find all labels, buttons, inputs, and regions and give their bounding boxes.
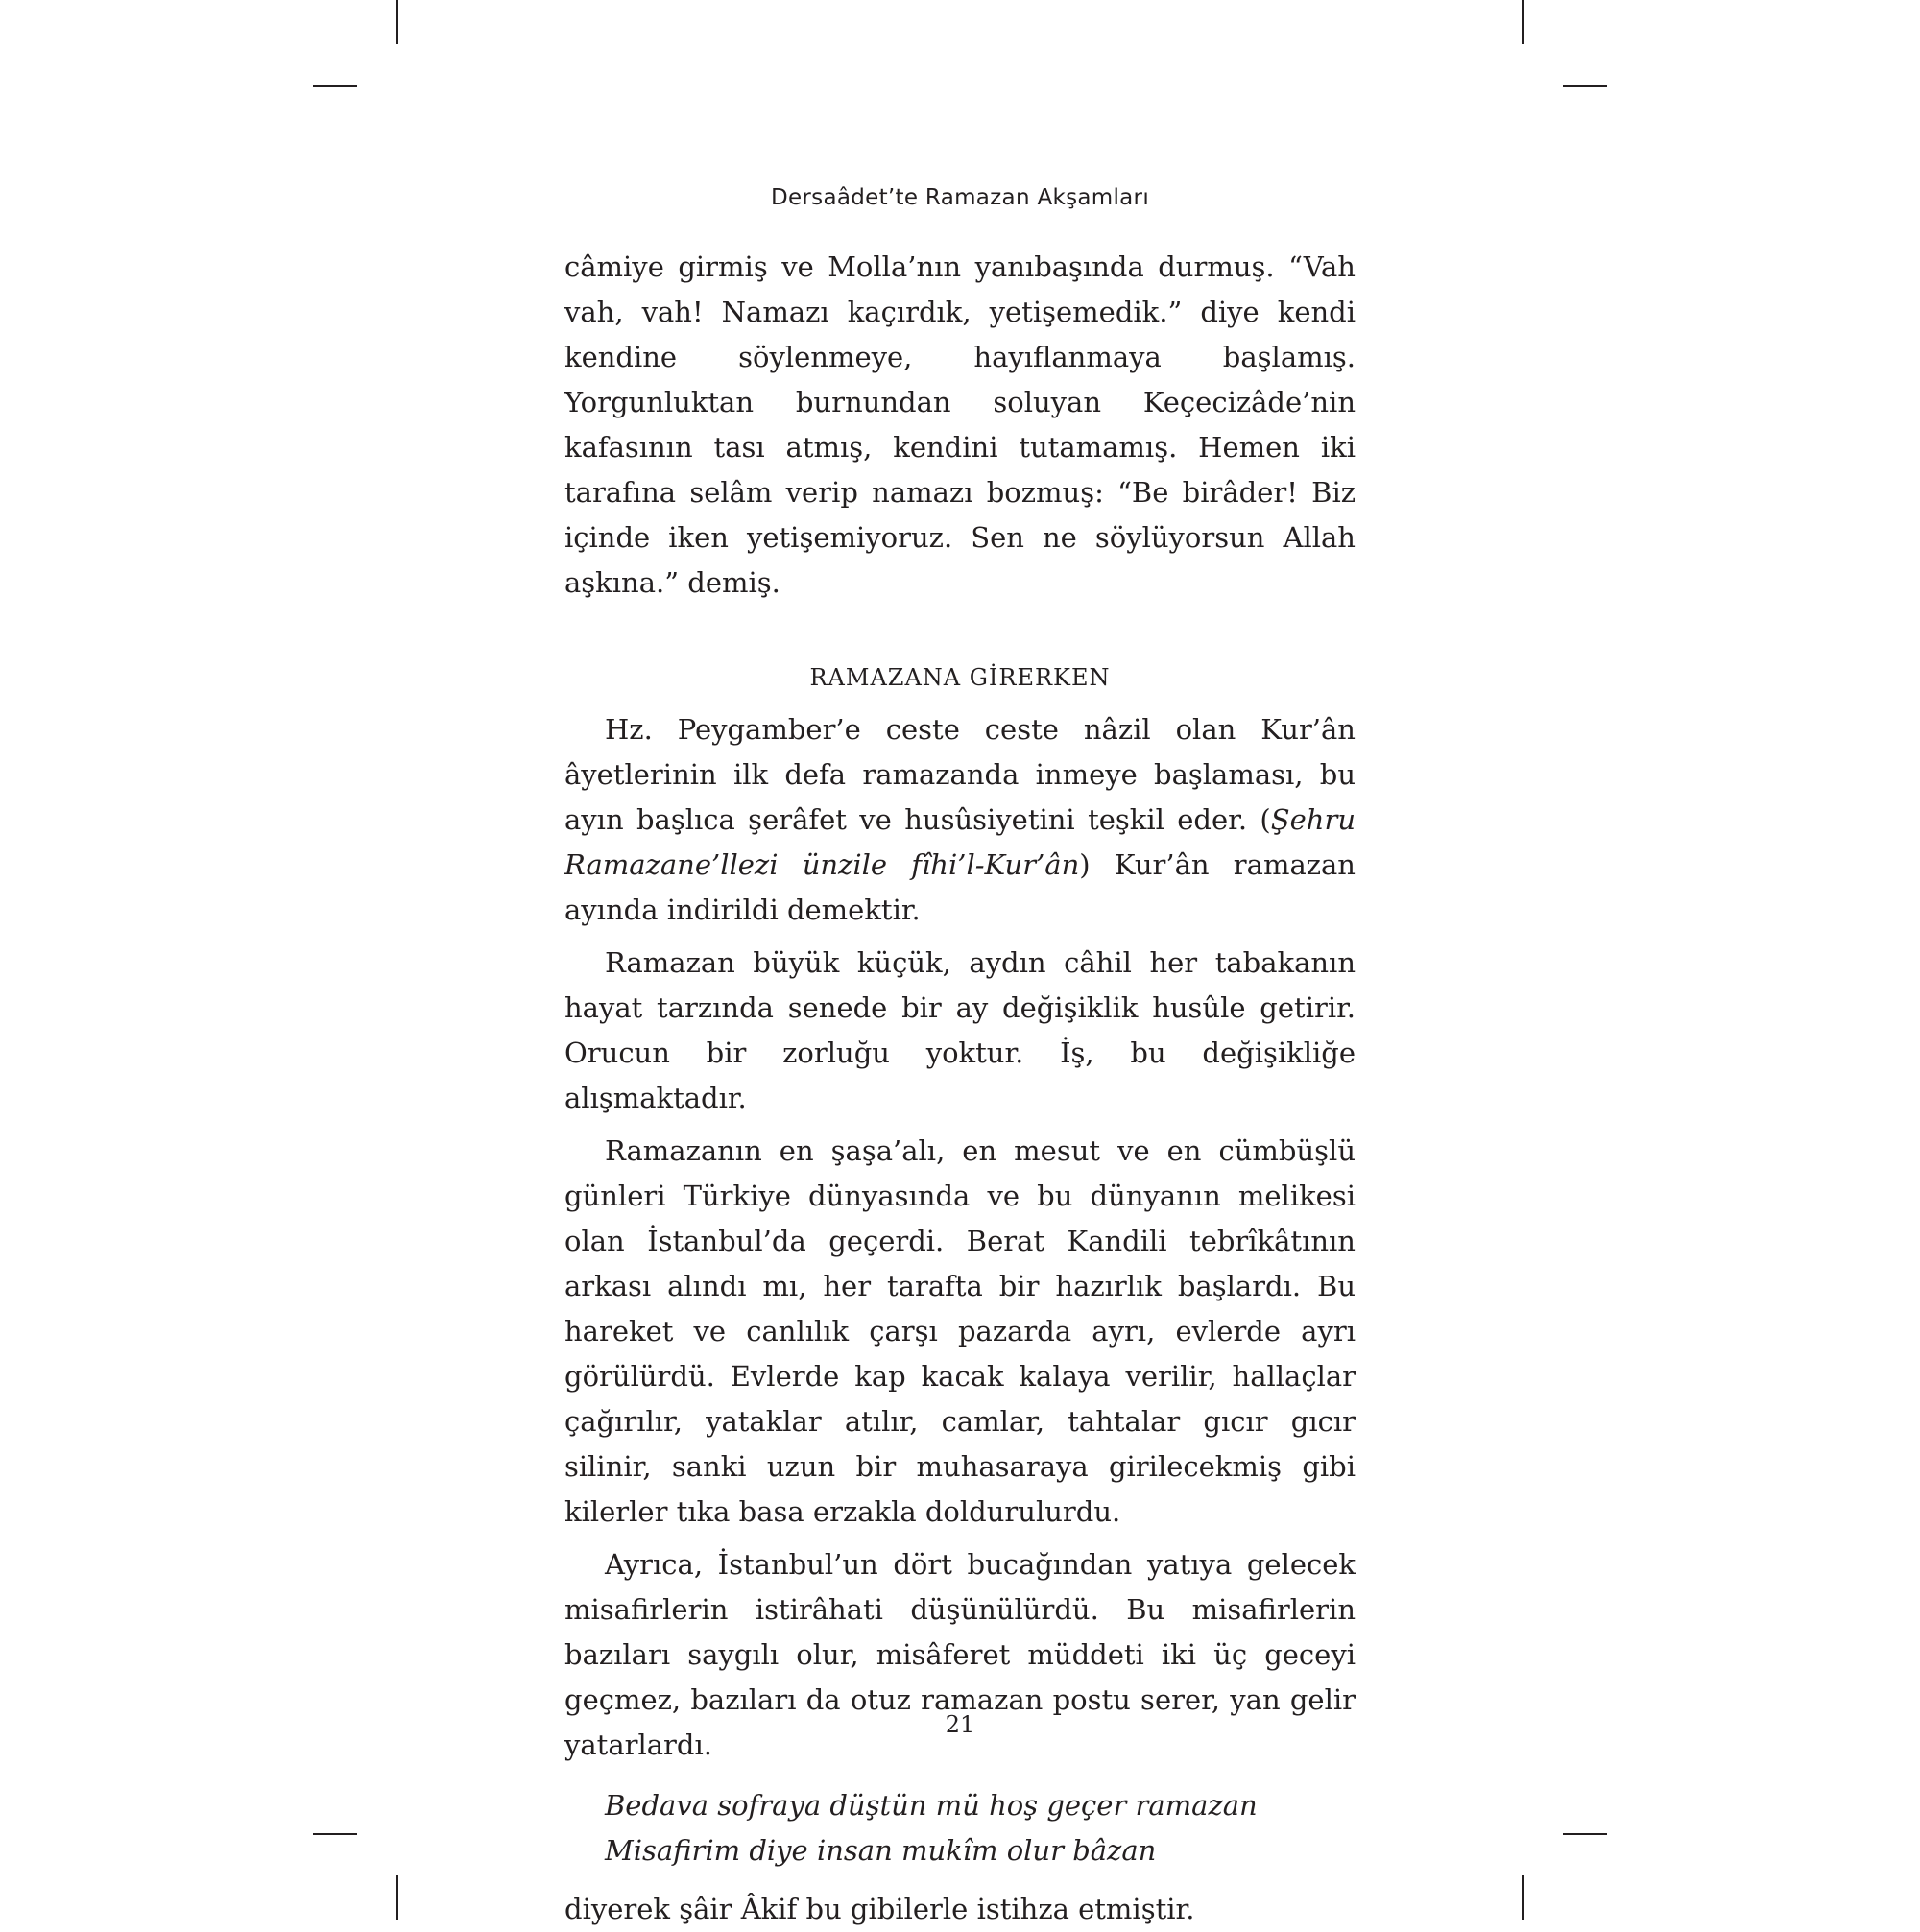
- intro-text-after: ) Kur’ân ramazan ayında indirildi demektir.: [564, 848, 1356, 926]
- verse-line: Bedava sofraya düştün mü hoş geçer ramazan: [605, 1789, 1258, 1822]
- intro-paragraph: [564, 707, 1356, 933]
- verse-line: Misafirim diye insan mukîm olur bâzan: [605, 1834, 1157, 1867]
- crop-mark-top-left-horizontal: [313, 85, 357, 87]
- paragraph: Ramazan büyük küçük, aydın câhil her tabakanın hayat tarzında senede bir ay değişiklik husûle getirir. Orucun bir zorluğu yoktur. İş, bu değişikliğe alışmaktadır.: [564, 946, 1356, 1114]
- paragraph: Ayrıca, İstanbul’un dört bucağından yatıya gelecek misafirlerin istirâhati düşünülürdü. Bu misafirlerin bazıları saygılı olur, misâferet müddeti iki üç geceyi geçmez, bazıları da otuz ramazan postu serer, yan gelir yatarlardı.: [564, 1548, 1356, 1761]
- crop-mark-bottom-right-horizontal: [1563, 1833, 1607, 1835]
- section-heading: RAMAZANA GİRERKEN: [809, 664, 1111, 691]
- running-header: Dersaâdet’te Ramazan Akşamları: [770, 185, 1150, 210]
- crop-mark-bottom-right-vertical: [1522, 1875, 1524, 1920]
- crop-mark-bottom-left-horizontal: [313, 1833, 357, 1835]
- crop-mark-top-right-horizontal: [1563, 85, 1607, 87]
- paragraph-continuation: câmiye girmiş ve Molla’nın yanıbaşında durmuş. “Vah vah, vah! Namazı kaçırdık, yetişemedik.” diye kendi kendine söylenmeye, hayıflanmaya başlamış. Yorgunluktan burnundan soluyan Keçecizâde’nin kafasının tası atmış, kendini tutamamış. Hemen iki tarafına selâm verip namazı bozmuş: “Be birâder! Biz içinde iken yetişemiyoruz. Sen ne söylüyorsun Allah aşkına.” demiş.: [564, 250, 1356, 599]
- page-number: 21: [945, 1711, 975, 1738]
- crop-mark-top-left-vertical: [396, 0, 398, 44]
- page-body: [564, 245, 1356, 1932]
- crop-mark-top-right-vertical: [1522, 0, 1524, 44]
- intro-quote-italic: Şehru Ramazane’llezi ünzile fîhi’l-Kur’ân: [564, 803, 1356, 881]
- closing-line: diyerek şâir Âkif bu gibilerle istihza etmiştir.: [564, 1893, 1195, 1925]
- verse-block: [605, 1783, 1356, 1873]
- paragraph: Ramazanın en şaşa’alı, en mesut ve en cümbüşlü günleri Türkiye dünyasında ve bu dünyanın melikesi olan İstanbul’da geçerdi. Berat Kandili tebrîkâtının arkası alındı mı, her tarafta bir hazırlık başlardı. Bu hareket ve canlılık çarşı pazarda ayrı, evlerde ayrı görülürdü. Evlerde kap kacak kalaya verilir, hallaçlar çağırılır, yataklar atılır, camlar, tahtalar gıcır gıcır silinir, sanki uzun bir muhasaraya girilecekmiş gibi kilerler tıka basa erzakla doldurulurdu.: [564, 1134, 1356, 1528]
- intro-text-before: Hz. Peygamber’e ceste ceste nâzil olan Kur’ân âyetlerinin ilk defa ramazanda inmeye başlaması, bu ayın başlıca şerâfet ve husûsiyetini teşkil eder. (: [564, 713, 1356, 836]
- crop-mark-bottom-left-vertical: [396, 1875, 398, 1920]
